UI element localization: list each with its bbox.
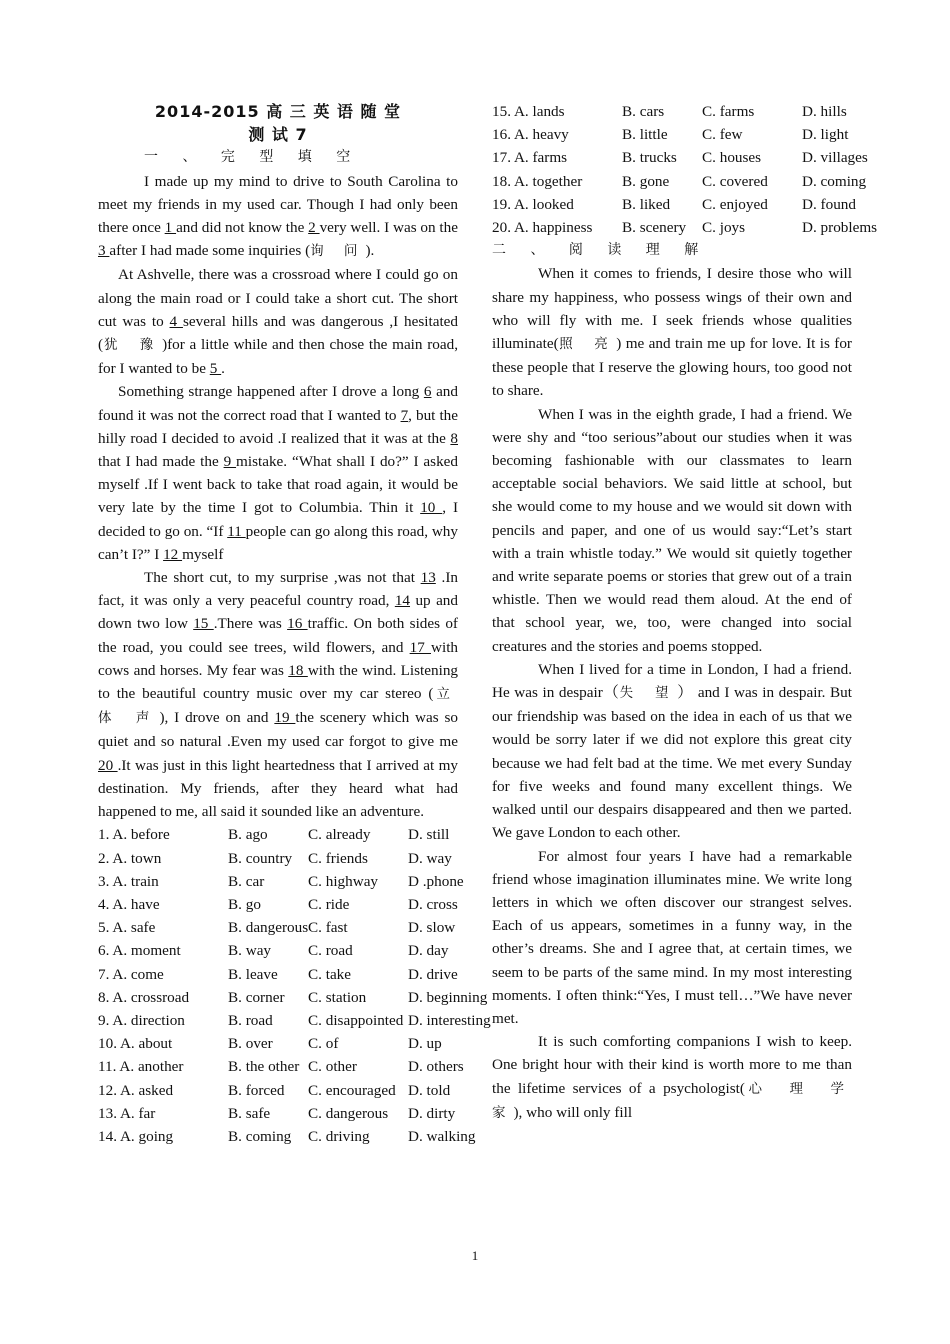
option-choice: D. told <box>408 1081 451 1099</box>
section-reading-heading: 二 、 阅 读 理 解 <box>492 242 709 259</box>
cloze-paragraph-3: Something strange happened after I drove a long 6 and found it was not the correct road that I wanted to 7, but the hilly road I decided to avoid .I realized that it was at the 8 that I had made the 9 mistake. “What shall I do?” I asked myself .If I went back to take that road again, it would be very late by the time I got to Columbia. Thin it 10 , I decided to go on. “If 11 people can go along this road, why can’t I?” I 12 myself <box>98 383 459 563</box>
reading-paragraph-1: When it comes to friends, I desire those who will share my happiness, who possess wings of their own and who will fly with me. I seek friends whose qualities illuminate(照 亮) me and train me up for love. It is for these people that I reserve the glowing hours, too good not to share. <box>492 265 852 400</box>
reading-paragraph-3: When I lived for a time in London, I had a friend. He was in despair（失 望） and I was in despair. But our friendship was based on the idea in each of us that we would be sorry later if we did not explore this great city because we had felt bad at the time. We met every Sunday for five weeks and found many excellent things. We walked until our despairs disappeared and then we parted. We gave London to each other. <box>492 660 852 842</box>
option-choice: D. others <box>408 1058 464 1076</box>
reading-paragraph-2: When I was in the eighth grade, I had a friend. We were shy and “too serious”about our studies when it was becoming fashionable with our classmates to learn acceptable social behaviors. We said little at school, but she would come to my house and we would sit down with pencils and paper, and one of us would say:“Let’s start with a train whistle today.” We would sit quietly together and write separate poems or stories that grew out of a train whistle. Then we would read them aloud. At the end of that school year, we, too, were changed into social creatures and the stories and poems stopped. <box>492 405 852 655</box>
option-choice: 9. A. direction <box>98 1011 185 1029</box>
option-choice: 10. A. about <box>98 1035 173 1053</box>
option-choice: 3. A. train <box>98 872 159 890</box>
option-choice: D .phone <box>408 872 464 890</box>
option-choice: B. the other <box>228 1058 300 1076</box>
option-choice: C. houses <box>702 149 762 167</box>
option-choice: D. interesting <box>408 1011 491 1029</box>
option-choice: C. other <box>308 1058 357 1076</box>
option-row <box>492 100 852 123</box>
option-row <box>492 170 867 193</box>
option-choice: B. corner <box>228 988 285 1006</box>
option-choice: B. safe <box>228 1104 271 1122</box>
option-choice: 12. A. asked <box>98 1081 174 1099</box>
option-choice: B. liked <box>622 195 671 213</box>
cloze-paragraph-1: I made up my mind to drive to South Carolina to meet my friends in my used car. Though I had only been there once 1 and did not know the 2 very well. I was on the 3 after I had made some inquiries (询 问). <box>98 172 458 260</box>
option-choice: 8. A. crossroad <box>98 988 190 1006</box>
option-row <box>492 193 856 216</box>
title-line-1: 2014-2015 高 三 英 语 随 堂 <box>154 102 402 121</box>
cloze-paragraph-4: The short cut, to my surprise ,was not that 13 .In fact, it was only a very peaceful country road, 14 up and down two low 15 .There was 16 traffic. On both sides of the road, you could see trees, wild flowers, and 17 with cows and horses. My fear was 18 with the wind. Listening to the beautiful country music over my car stereo (立 体 声), I drove on and 19 the scenery which was so quiet and so natural .Even my used car forgot to give me 20 .It was just in this light heartedness that I arrived at my destination. My friends, after they heard what had happened to me, all said it sounded like an adventure. <box>98 569 459 821</box>
title-line-2: 测 试 7 <box>248 125 308 145</box>
option-choice: 13. A. far <box>98 1104 156 1122</box>
option-choice: B. way <box>228 942 272 960</box>
option-choice: 11. A. another <box>98 1058 184 1076</box>
option-row <box>98 986 488 1009</box>
option-row <box>98 1079 458 1102</box>
option-choice: D. day <box>408 942 449 960</box>
option-choice: 2. A. town <box>98 849 162 867</box>
options-list-left <box>98 823 491 1148</box>
option-choice: C. highway <box>308 872 379 890</box>
option-choice: D. still <box>408 826 450 844</box>
option-row <box>492 123 852 146</box>
option-choice: D. dirty <box>408 1104 456 1122</box>
option-choice: B. scenery <box>622 219 687 237</box>
option-choice: B. forced <box>228 1081 285 1099</box>
cloze-paragraph-2: At Ashvelle, there was a crossroad where I could go on along the main road or I could take a short cut. The short cut was to 4 several hills and was dangerous ,I hesitated (犹 豫)for a little while and then chose the main road, for I wanted to be 5 . <box>98 266 459 378</box>
option-choice: B. country <box>228 849 293 867</box>
option-row <box>98 1055 464 1078</box>
option-choice: 18. A. together <box>492 172 583 190</box>
option-choice: 1. A. before <box>98 826 170 844</box>
option-row <box>98 847 458 870</box>
reading-paragraph-4: For almost four years I have had a remarkable friend whose imagination illuminates mine. We write long letters in which we often discover our strangest selves. Each of us appears, sometimes in a funny way, in the other’s dreams. She and I agree that, at certain times, we seem to be parts of the same mind. In my most interesting moments. I often think:“Yes, I must tell…”We have never met. <box>492 847 852 1027</box>
option-choice: B. trucks <box>622 149 677 167</box>
left-column <box>98 100 491 1148</box>
option-choice: D. found <box>802 195 856 213</box>
option-choice: D. drive <box>408 965 458 983</box>
option-choice: 14. A. going <box>98 1127 174 1145</box>
option-row <box>98 823 458 846</box>
option-row <box>98 939 458 962</box>
option-choice: C. encouraged <box>308 1081 396 1099</box>
option-choice: D. up <box>408 1035 442 1053</box>
option-choice: D. hills <box>802 103 847 120</box>
option-choice: C. friends <box>308 849 368 867</box>
option-choice: B. go <box>228 895 261 913</box>
option-choice: B. ago <box>228 826 268 844</box>
option-choice: B. road <box>228 1011 273 1029</box>
option-choice: 4. A. have <box>98 895 160 913</box>
option-choice: C. of <box>308 1035 339 1053</box>
option-choice: D. way <box>408 849 452 867</box>
option-choice: C. disappointed <box>308 1011 404 1029</box>
option-row <box>98 963 458 986</box>
option-choice: D. slow <box>408 919 456 937</box>
section-cloze-heading: 一 、 完 型 填 空 <box>144 149 361 166</box>
option-choice: C. fast <box>308 919 348 937</box>
option-choice: 16. A. heavy <box>492 126 569 144</box>
option-row <box>98 870 464 893</box>
option-choice: C. take <box>308 965 352 983</box>
option-row <box>98 916 458 939</box>
option-row <box>98 1102 458 1125</box>
option-choice: D. problems <box>802 219 878 237</box>
option-row <box>98 1032 458 1055</box>
option-choice: C. driving <box>308 1127 370 1145</box>
option-choice: D. walking <box>408 1127 476 1145</box>
option-choice: B. gone <box>622 172 670 190</box>
option-choice: D. cross <box>408 895 458 913</box>
option-choice: B. leave <box>228 965 278 983</box>
option-choice: C. dangerous <box>308 1104 389 1122</box>
option-choice: C. few <box>702 126 743 144</box>
option-choice: 15. A. lands <box>492 103 565 120</box>
option-row <box>492 146 868 169</box>
option-choice: 17. A. farms <box>492 149 568 167</box>
option-choice: B. cars <box>622 103 665 120</box>
option-row <box>98 1125 476 1148</box>
option-choice: B. coming <box>228 1127 292 1145</box>
option-choice: B. over <box>228 1035 273 1053</box>
option-choice: D. coming <box>802 172 867 190</box>
option-choice: C. station <box>308 988 367 1006</box>
option-choice: B. car <box>228 872 265 890</box>
option-row <box>492 216 878 239</box>
page-number: 1 <box>471 1248 479 1263</box>
option-choice: C. road <box>308 942 353 960</box>
option-choice: C. joys <box>702 219 746 237</box>
option-choice: B. little <box>622 126 668 144</box>
reading-paragraph-5: It is such comforting companions I wish to keep. One bright hour with their kind is worth more to me than the lifetime services of a psychologist(心 理 学 家), who will only fill <box>492 1033 852 1121</box>
option-choice: D. light <box>802 126 849 144</box>
option-choice: C. already <box>308 826 371 844</box>
option-choice: C. farms <box>702 103 755 120</box>
option-row <box>98 1009 491 1032</box>
option-choice: D. villages <box>802 149 868 167</box>
option-choice: 20. A. happiness <box>492 219 593 237</box>
option-choice: 6. A. moment <box>98 942 181 960</box>
option-choice: C. ride <box>308 895 350 913</box>
option-choice: B. dangerous <box>228 919 309 937</box>
option-choice: 7. A. come <box>98 965 164 983</box>
option-choice: 5. A. safe <box>98 919 156 937</box>
option-choice: C. covered <box>702 172 768 190</box>
option-choice: 19. A. looked <box>492 195 574 213</box>
option-choice: C. enjoyed <box>702 195 768 213</box>
options-list-right <box>492 100 878 239</box>
option-choice: D. beginning <box>408 988 488 1006</box>
option-row <box>98 893 458 916</box>
right-column <box>492 100 878 1125</box>
